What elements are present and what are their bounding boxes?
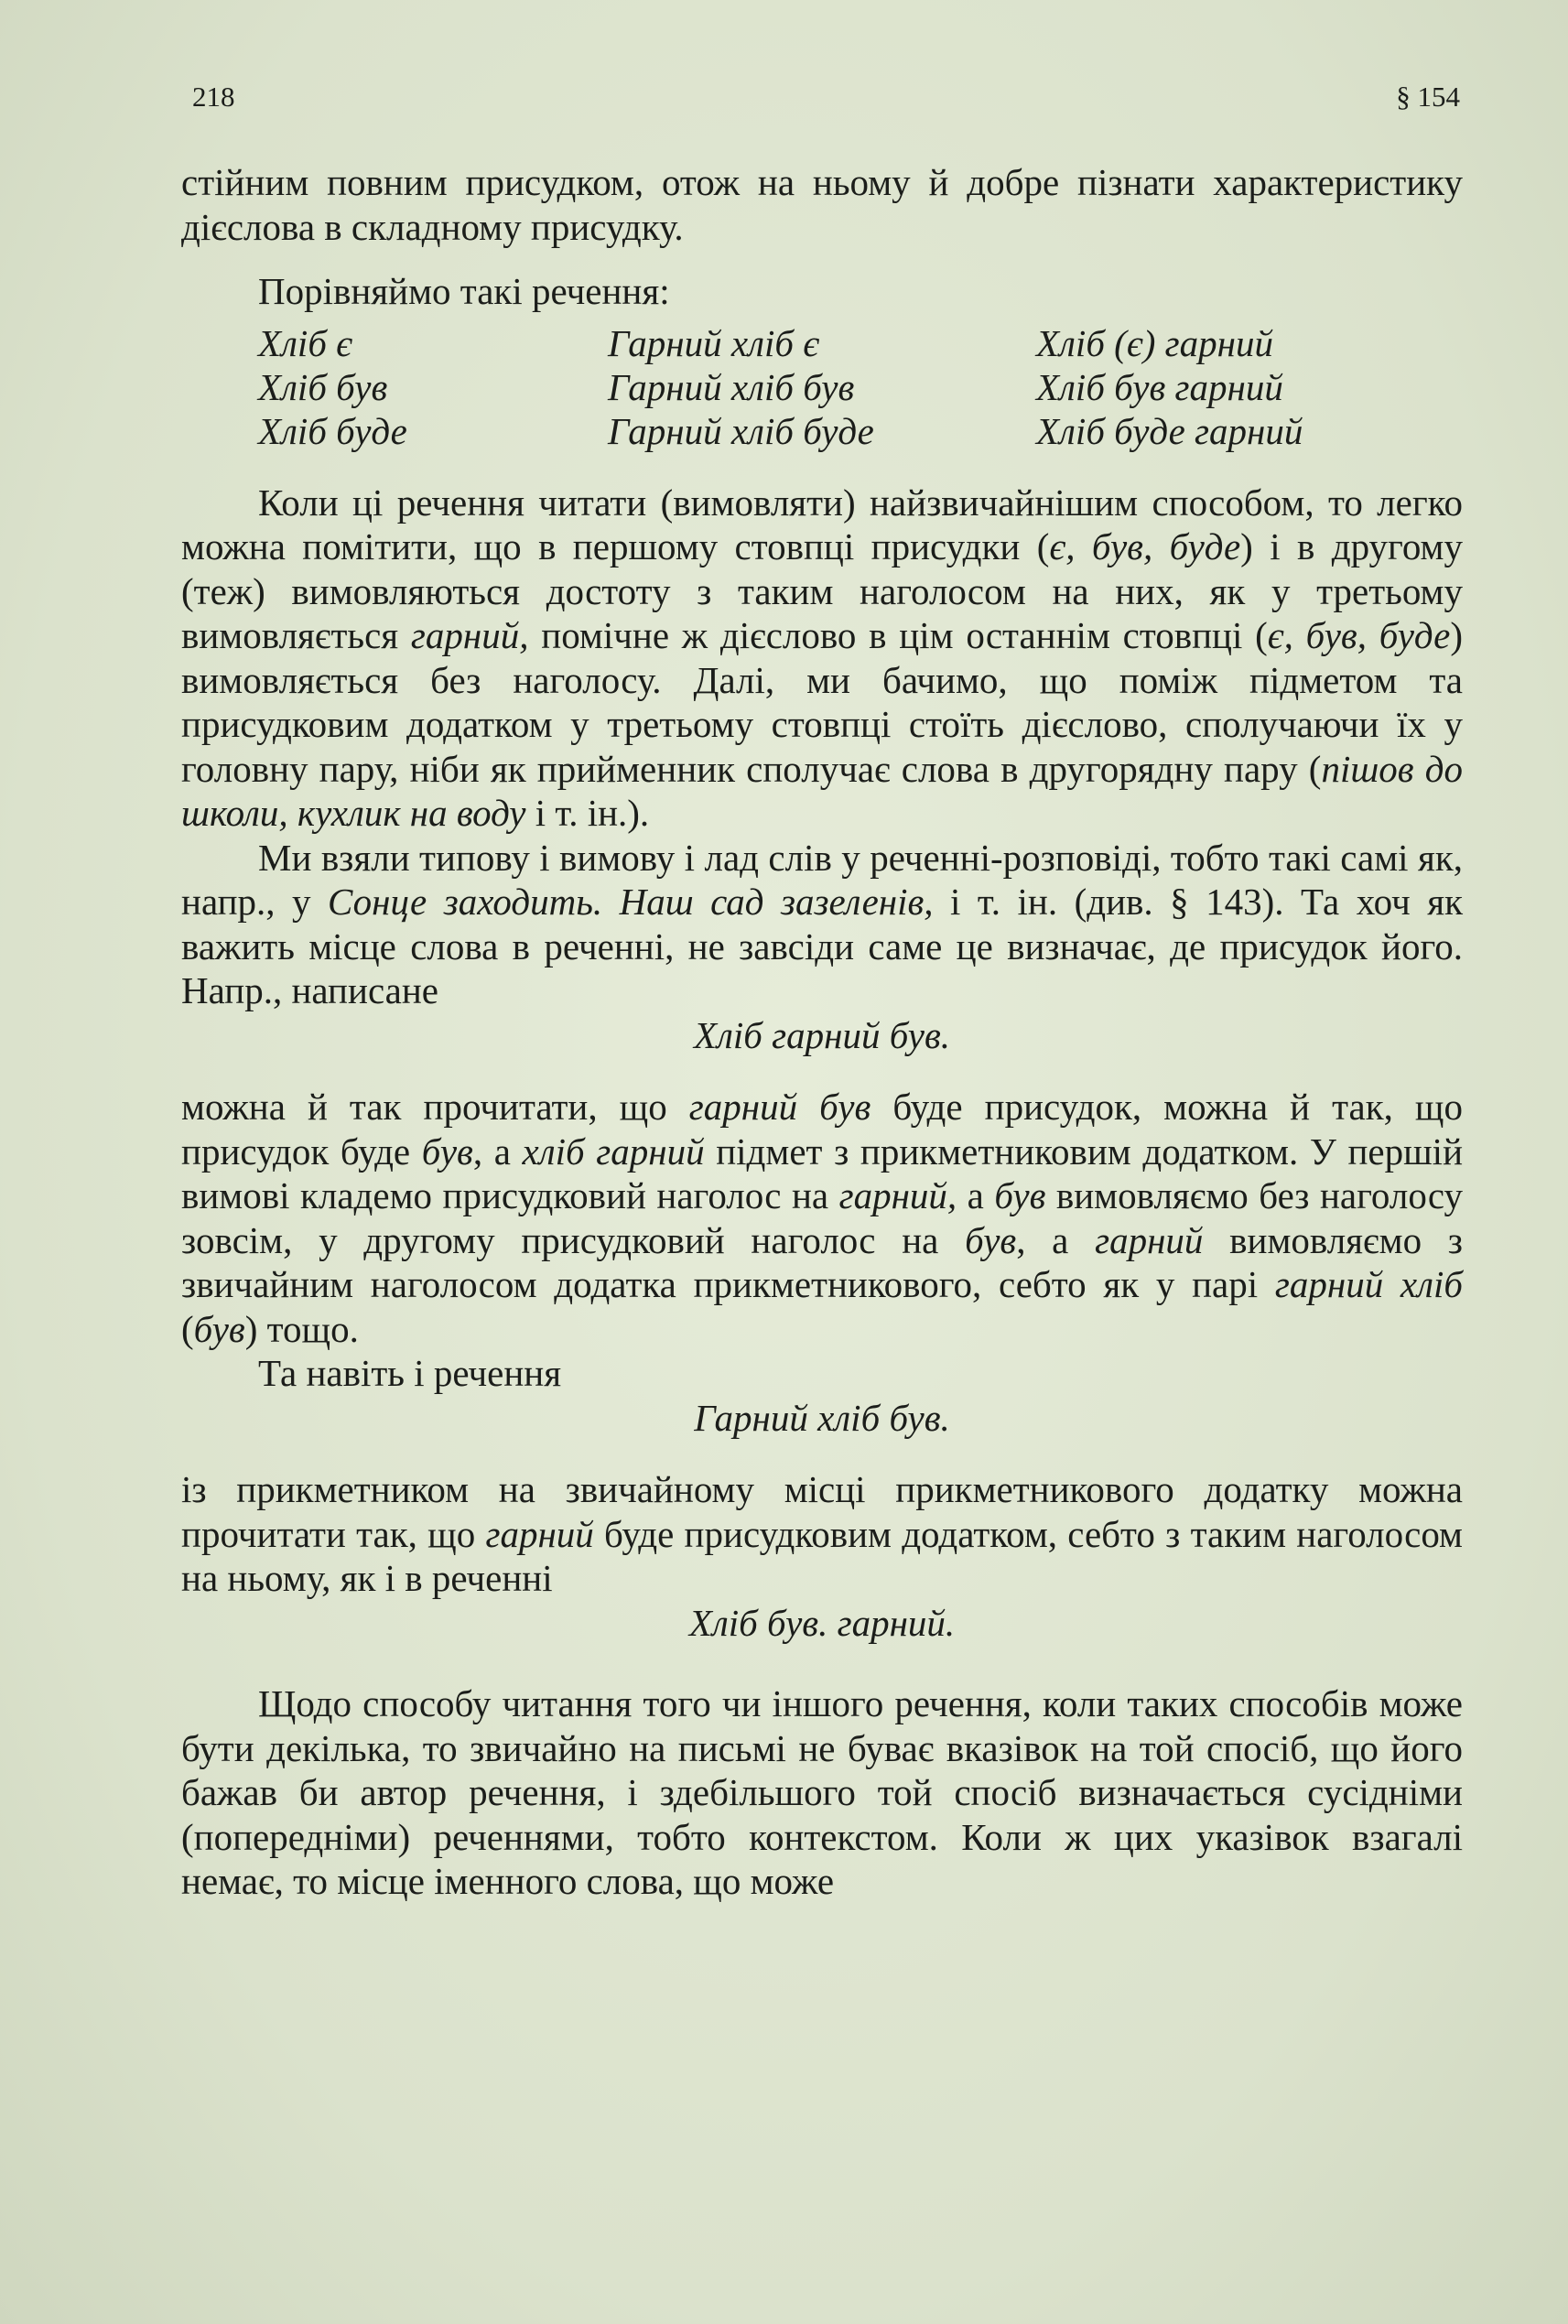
paragraph-2: Порівняймо такі речення: [258,270,670,312]
paragraph-3: Коли ці речення читати (вимовляти) найзвичайнішим способом, то легко можна помітити, що в першому стовпці присудки (є, був, буде) і в другому (теж) вимовляються достоту з таким наголосом на них, як у третьому вимовляється гарний, помічне ж дієслово в цім останнім стовпці (є, був, буде) вимовляється без наголосу. Далі, ми бачимо, що поміж підметом та присудковим додатком у третьому стовпці стоїть дієслово, сполучаючи їх у головну пару, ніби як прийменник сполучає слова в другорядну пару (пішов до школи, кухлик на воду і т. ін.). [181,481,1463,834]
paragraph-4: Ми взяли типову і вимову і лад слів у реченні-розповіді, тобто такі самі як, напр., у Сонце заходить. Наш сад зазеленів, і т. ін. (див. § 143). Та хоч як важить місце слова в реченні, не завсіди саме це визначає, де присудок його. Напр., написане [181,836,1464,1011]
example-cell: Хліб (є) гарний [1036,321,1273,364]
example-sentence-2: Гарний хліб був. [694,1396,950,1439]
paragraph-5: можна й так прочитати, що гарний був буде присудок, можна й так, що присудок буде був, а хліб гарний підмет з прикметниковим додатком. У першій вимові кладемо присудковий наголос на гарний, а був вимовляємо без наголосу зовсім, у другому присудковий наголос на був, а гарний вимовляємо з звичайним наголосом додатка прикметникового, себто як у парі гарний хліб (був) тощо. [181,1086,1464,1350]
paragraph-8: Щодо способу читання того чи іншого речення, коли таких способів може бути декілька, то звичайно на письмі не буває вказівок на той спосіб, що його бажав би автор речення, і здебільшого той спосіб визначається сусідніми (попередніми) реченнями, тобто контекстом. Коли ж цих указівок взагалі немає, то місце іменного слова, що може [181,1682,1463,1902]
paragraph-7: із прикметником на звичайному місці прикметникового додатку можна прочитати так, що гарний буде присудковим додатком, себто з таким наголосом на ньому, як і в реченні [181,1468,1464,1599]
section-number: § 154 [1396,81,1460,113]
example-sentence-3: Хліб був. гарний. [688,1601,956,1644]
paragraph-1: стійним повним присудком, отож на ньому й добре пізнати характеристику дієслова в складному присудку. [181,161,1463,248]
example-cell: Гарний хліб був [608,365,855,408]
body-text [181,160,1463,1904]
page-number: 218 [192,81,235,113]
example-cell: Хліб буде гарний [1036,409,1303,452]
example-cell: Хліб буде [258,409,407,452]
example-cell: Хліб був гарний [1036,365,1283,408]
page-header [192,81,1460,121]
example-cell: Хліб був [258,365,388,408]
example-cell: Хліб є [258,321,353,364]
example-cell: Гарний хліб є [608,321,820,364]
example-cell: Гарний хліб буде [608,409,874,452]
example-sentence-1: Хліб гарний був. [693,1013,951,1056]
example-table [181,321,1463,453]
paragraph-6: Та навіть і речення [258,1352,562,1394]
